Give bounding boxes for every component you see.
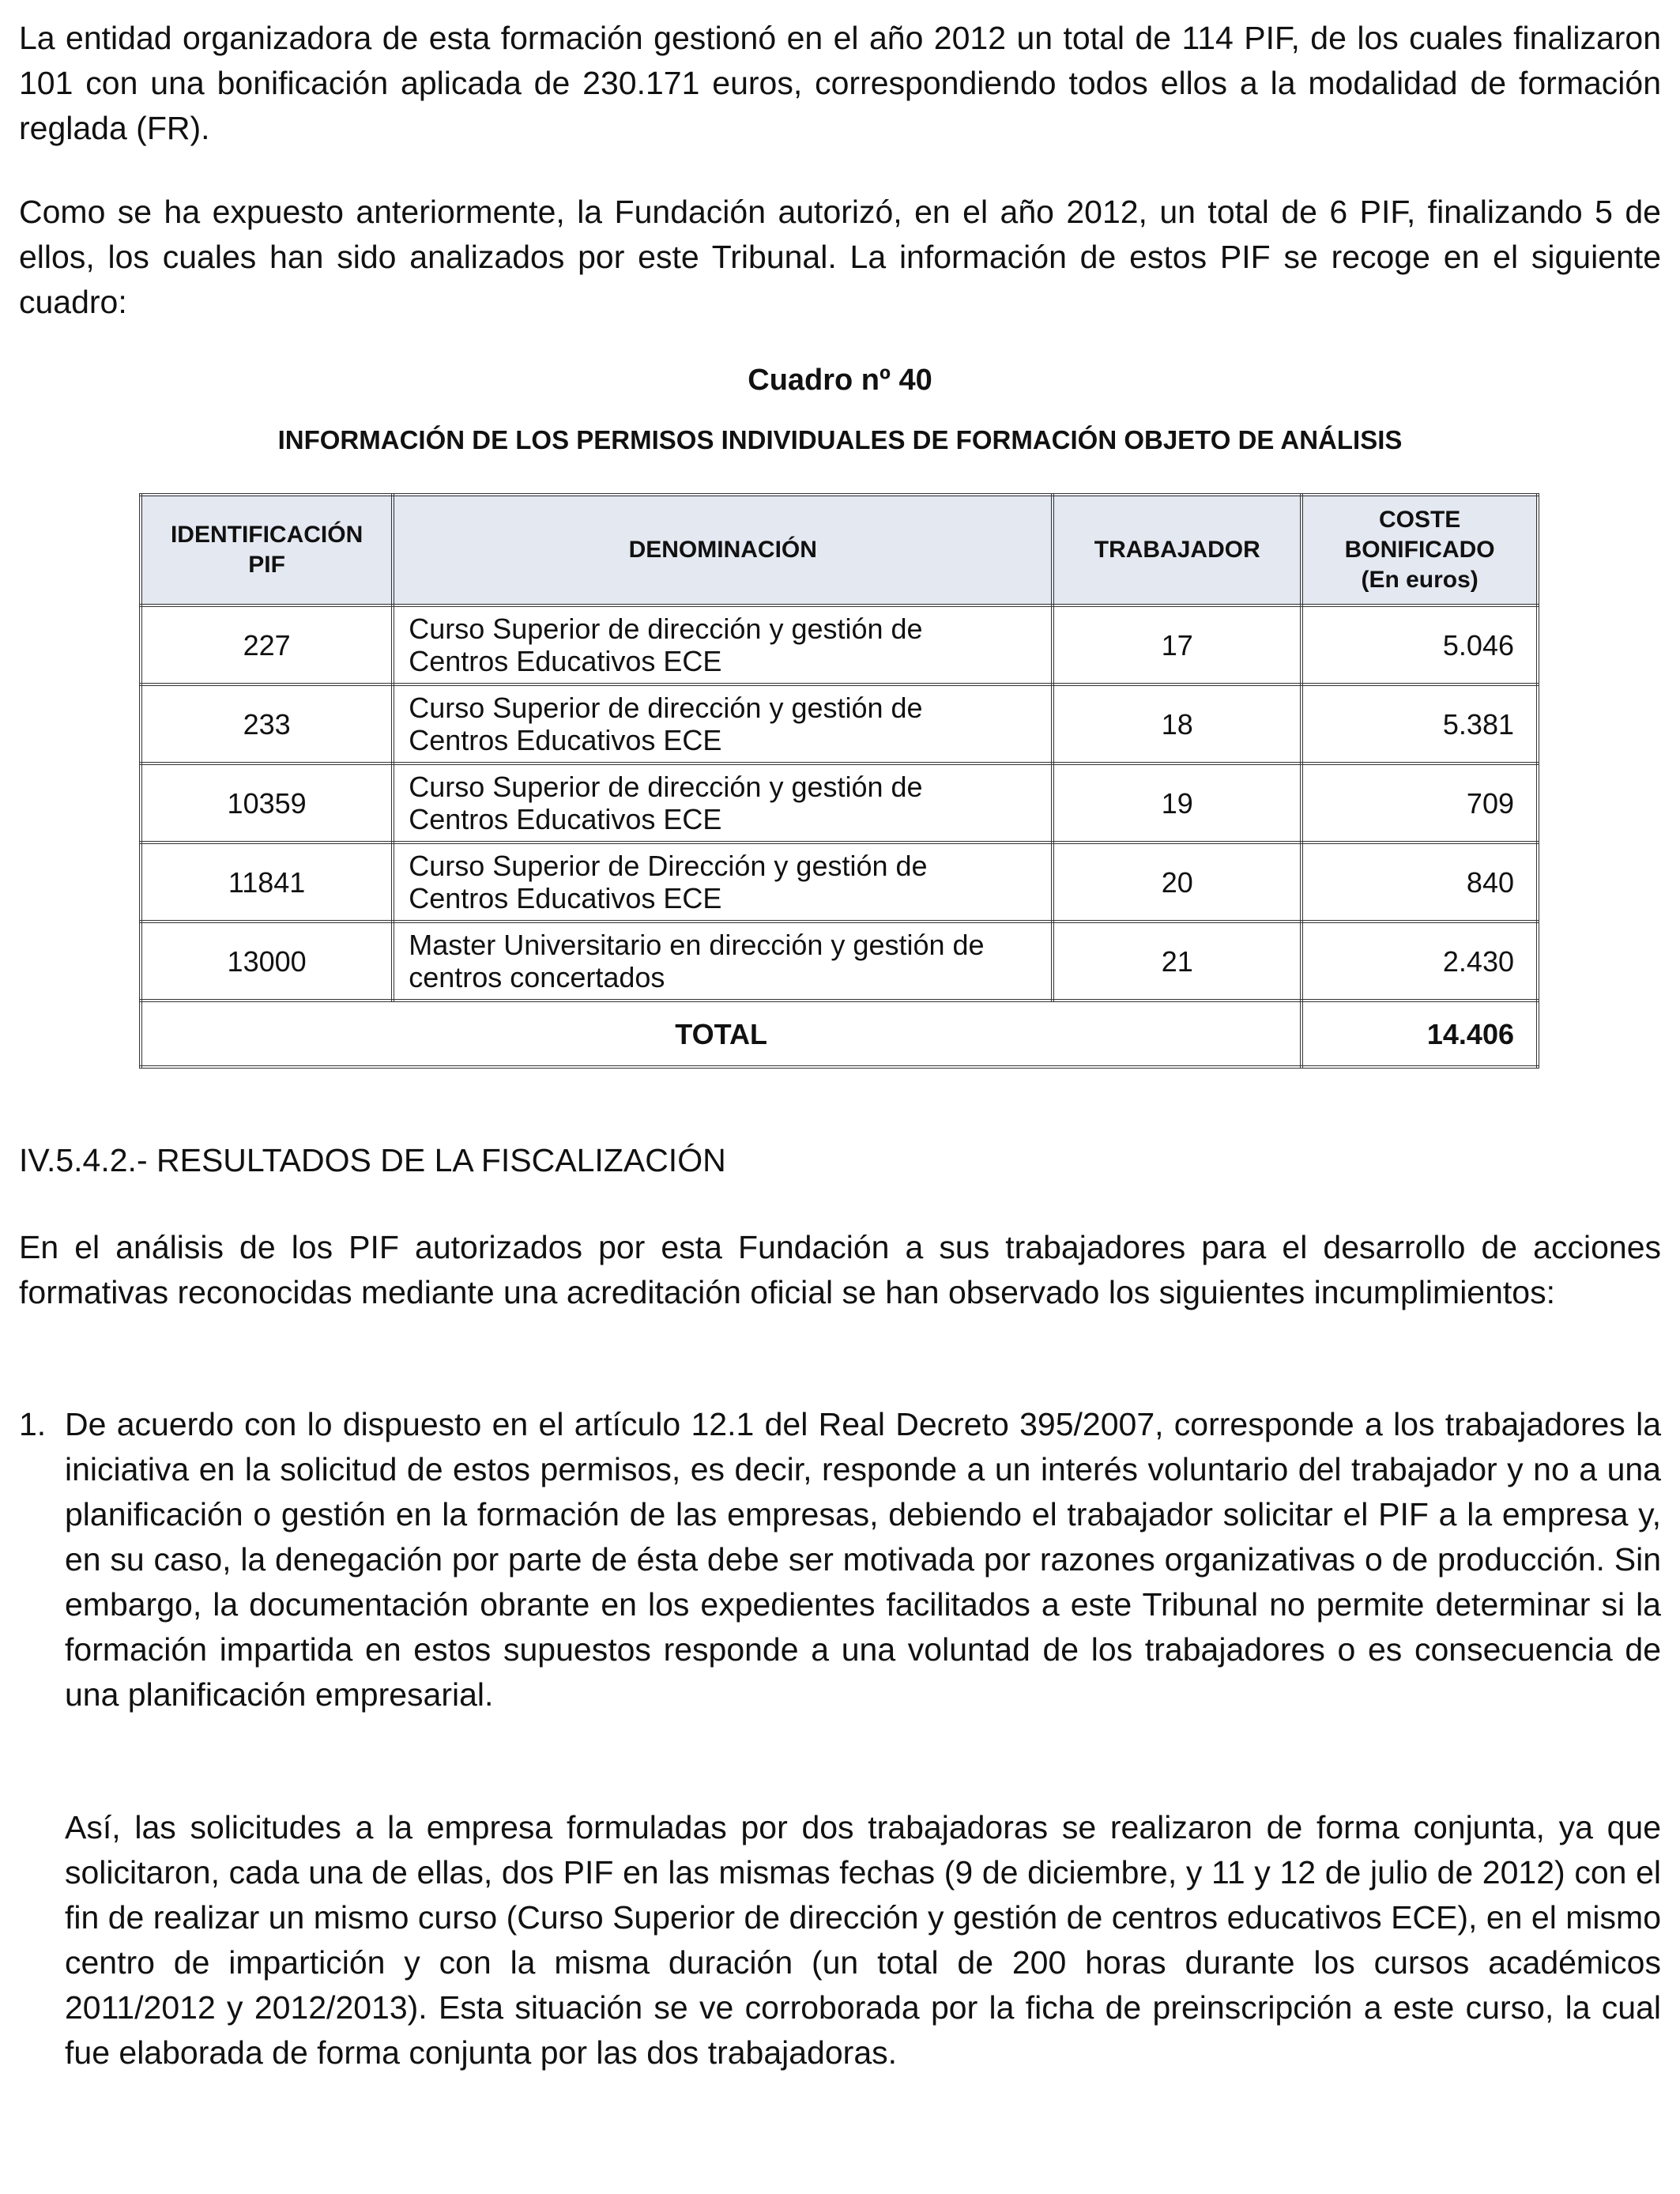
cell-id: 13000 (141, 922, 393, 1001)
pif-table (139, 493, 1539, 1069)
cell-id: 11841 (141, 843, 393, 922)
header-coste-line1: COSTE (1378, 507, 1461, 533)
list-item-paragraph: De acuerdo con lo dispuesto en el artículo 12.1 del Real Decreto 395/2007, corresponde a los trabajadores la iniciativa en la solicitud de estos permisos, es decir, responde a un interés voluntario del trabajador y no a una planificación o gestión en la formación de las empresas, debiendo el trabajador solicitar el PIF a la empresa y, en su caso, la denegación por parte de ésta debe ser motivada por razones organizativas o de producción. Sin embargo, la documentación obrante en los expedientes facilitados a este Tribunal no permite determinar si la formación impartida en estos supuestos responde a una voluntad de los trabajadores o es consecuencia de una planificación empresarial. (65, 1406, 1661, 1713)
cell-coste: 5.046 (1301, 605, 1538, 684)
table-row (141, 763, 1538, 843)
cell-den-line2: Centros Educativos ECE (409, 882, 722, 914)
total-value: 14.406 (1301, 1001, 1538, 1067)
header-denominacion: DENOMINACIÓN (393, 495, 1053, 605)
cell-trabajador: 18 (1053, 684, 1301, 763)
cell-id: 233 (141, 684, 393, 763)
table-row (141, 843, 1538, 922)
header-coste (1301, 495, 1538, 605)
table-row (141, 605, 1538, 684)
cell-trabajador: 20 (1053, 843, 1301, 922)
header-coste-line2: BONIFICADO (1344, 537, 1495, 563)
cell-id: 227 (141, 605, 393, 684)
cell-den-line2: Centros Educativos ECE (409, 803, 722, 835)
cell-den-line2: Centros Educativos ECE (409, 724, 722, 756)
cell-trabajador: 17 (1053, 605, 1301, 684)
header-coste-line3: (En euros) (1361, 567, 1478, 593)
table-row (141, 922, 1538, 1001)
cell-denominacion (393, 605, 1053, 684)
analysis-paragraph: En el análisis de los PIF autorizados por esta Fundación a sus trabajadores para el desarrollo de acciones formativas reconocidas mediante una acreditación oficial se han observado los siguientes incumplimientos: (19, 1229, 1661, 1310)
table-caption-title: Cuadro nº 40 (748, 364, 932, 397)
cell-trabajador: 21 (1053, 922, 1301, 1001)
table-total-row (141, 1001, 1538, 1067)
cell-coste: 840 (1301, 843, 1538, 922)
list-item-number: 1. (19, 1406, 47, 1442)
header-id-line2: PIF (248, 552, 285, 578)
cell-denominacion (393, 763, 1053, 843)
context-paragraph: Como se ha expuesto anteriormente, la Fundación autorizó, en el año 2012, un total de 6 PIF, finalizando 5 de ellos, los cuales han sido analizados por este Tribunal. La información de estos PIF se recoge en el siguiente cuadro: (19, 194, 1661, 320)
cell-den-line2: centros concertados (409, 961, 665, 993)
header-id-line1: IDENTIFICACIÓN (170, 522, 363, 548)
cell-denominacion (393, 843, 1053, 922)
cell-den-line1: Curso Superior de dirección y gestión de (409, 692, 923, 724)
cell-id: 10359 (141, 763, 393, 843)
header-identificacion (141, 495, 393, 605)
cell-coste: 709 (1301, 763, 1538, 843)
table-header-row (141, 495, 1538, 605)
total-label: TOTAL (141, 1001, 1301, 1067)
cell-den-line2: Centros Educativos ECE (409, 645, 722, 677)
list-item-followup-paragraph: Así, las solicitudes a la empresa formuladas por dos trabajadoras se realizaron de forma conjunta, ya que solicitaron, cada una de ellas, dos PIF en las mismas fechas (9 de diciembre, y 11 y 12 de julio de 2012) con el fin de realizar un mismo curso (Curso Superior de dirección y gestión de centros educativos ECE), en el mismo centro de impartición y con la misma duración (un total de 200 horas durante los cursos académicos 2011/2012 y 2012/2013). Esta situación se ve corroborada por la ficha de preinscripción a este curso, la cual fue elaborada de forma conjunta por las dos trabajadoras. (65, 1809, 1661, 2071)
header-trabajador: TRABAJADOR (1053, 495, 1301, 605)
cell-den-line1: Curso Superior de Dirección y gestión de (409, 850, 928, 882)
cell-coste: 5.381 (1301, 684, 1538, 763)
cell-denominacion (393, 684, 1053, 763)
cell-den-line1: Curso Superior de dirección y gestión de (409, 613, 923, 645)
table-caption-subtitle: INFORMACIÓN DE LOS PERMISOS INDIVIDUALES DE FORMACIÓN OBJETO DE ANÁLISIS (277, 425, 1403, 454)
cell-denominacion (393, 922, 1053, 1001)
cell-coste: 2.430 (1301, 922, 1538, 1001)
section-heading: IV.5.4.2.- RESULTADOS DE LA FISCALIZACIÓN (19, 1142, 726, 1178)
cell-den-line1: Curso Superior de dirección y gestión de (409, 771, 923, 803)
intro-paragraph: La entidad organizadora de esta formación gestionó en el año 2012 un total de 114 PIF, de los cuales finalizaron 101 con una bonificación aplicada de 230.171 euros, correspondiendo todos ellos a la modalidad de formación reglada (FR). (19, 20, 1661, 146)
cell-trabajador: 19 (1053, 763, 1301, 843)
table-row (141, 684, 1538, 763)
cell-den-line1: Master Universitario en dirección y gestión de (409, 929, 985, 961)
